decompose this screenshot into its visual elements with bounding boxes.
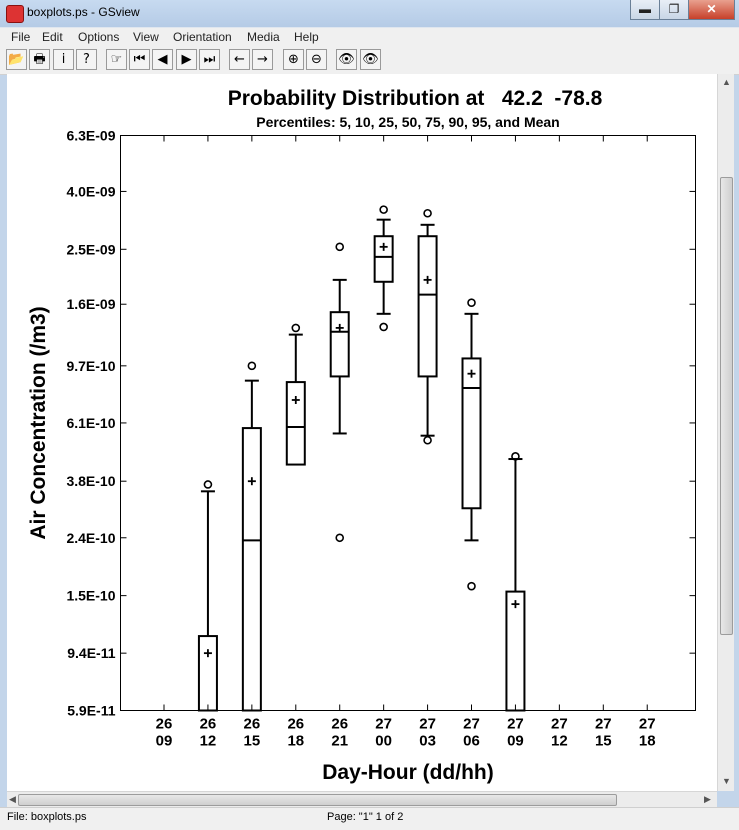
p95-marker xyxy=(336,243,343,250)
goto-page-icon[interactable]: ☞ xyxy=(106,49,127,70)
y-tick-label: 6.3E-09 xyxy=(66,127,116,144)
menu-file[interactable]: File xyxy=(11,30,31,44)
x-tick-label-day: 27 xyxy=(375,715,392,733)
p95-marker xyxy=(424,210,431,217)
box-iqr xyxy=(463,358,481,508)
y-tick-label: 3.8E-10 xyxy=(66,473,116,490)
forward-icon[interactable]: → xyxy=(252,49,273,70)
p5-marker xyxy=(468,583,475,590)
p95-marker xyxy=(204,481,211,488)
box-iqr xyxy=(331,312,349,376)
x-tick-label-day: 27 xyxy=(507,715,524,733)
x-tick-label-day: 27 xyxy=(638,715,656,733)
y-tick-label: 4.0E-09 xyxy=(66,183,116,200)
x-tick-label-hour: 15 xyxy=(594,732,612,750)
box-iqr xyxy=(419,236,437,376)
zoom-out-icon[interactable]: ⊖ xyxy=(306,49,327,70)
x-tick-label-hour: 03 xyxy=(419,732,436,750)
p5-marker xyxy=(380,323,387,330)
scroll-right-icon[interactable]: ▶ xyxy=(704,794,711,804)
next-page-icon[interactable]: ▶ xyxy=(176,49,197,70)
menu-view[interactable]: View xyxy=(133,30,159,44)
box-iqr xyxy=(243,428,261,710)
box-27-03 xyxy=(419,210,437,444)
y-tick-label: 5.9E-11 xyxy=(67,702,116,719)
y-tick-label: 1.6E-09 xyxy=(66,296,116,313)
menu-orientation[interactable]: Orientation xyxy=(173,30,232,44)
x-tick-label-day: 26 xyxy=(155,715,173,733)
menu-bar xyxy=(0,27,739,48)
menu-options[interactable]: Options xyxy=(78,30,120,44)
horizontal-scrollbar[interactable] xyxy=(7,791,717,808)
chart-subtitle: Percentiles: 5, 10, 25, 50, 75, 90, 95, and Mean xyxy=(256,114,560,130)
p95-marker xyxy=(380,206,387,213)
x-tick-label-day: 26 xyxy=(243,715,261,733)
x-axis-label: Day-Hour (dd/hh) xyxy=(322,761,494,784)
p95-marker xyxy=(468,299,475,306)
box-26-15 xyxy=(243,362,261,710)
x-tick-label-day: 26 xyxy=(331,715,349,733)
box-27-09 xyxy=(506,453,524,711)
menu-media[interactable]: Media xyxy=(247,30,280,44)
box-26-12 xyxy=(199,481,217,711)
info-icon[interactable]: i xyxy=(53,49,74,70)
x-tick-label-hour: 09 xyxy=(507,732,524,750)
title-bar[interactable] xyxy=(0,0,739,27)
plot-frame xyxy=(121,136,696,711)
x-tick-label-day: 27 xyxy=(594,715,612,733)
x-tick-label-hour: 21 xyxy=(331,732,349,750)
box-series xyxy=(199,206,525,710)
x-tick-label-hour: 15 xyxy=(243,732,261,750)
prev-page-icon[interactable]: ◀ xyxy=(152,49,173,70)
document-view[interactable] xyxy=(7,74,717,791)
x-tick-label-hour: 09 xyxy=(155,732,173,750)
box-iqr xyxy=(287,382,305,464)
window-title: boxplots.ps - GSview xyxy=(27,5,140,19)
x-tick-label-hour: 00 xyxy=(375,732,392,750)
x-tick-label-hour: 18 xyxy=(287,732,305,750)
x-tick-label-day: 26 xyxy=(287,715,305,733)
first-page-icon[interactable]: ⏮ xyxy=(129,49,150,70)
p95-marker xyxy=(292,324,299,331)
zoom-in-icon[interactable]: ⊕ xyxy=(283,49,304,70)
toolbar xyxy=(0,47,739,75)
box-26-21 xyxy=(331,243,349,541)
boxplot-chart xyxy=(7,74,717,791)
p95-marker xyxy=(248,362,255,369)
y-axis-label: Air Concentration (/m3) xyxy=(27,306,50,540)
vertical-scrollbar[interactable] xyxy=(717,74,734,791)
y-tick-label: 6.1E-10 xyxy=(66,414,116,431)
open-icon[interactable]: 📂 xyxy=(6,49,27,70)
y-tick-label: 9.7E-10 xyxy=(66,357,116,374)
box-26-18 xyxy=(287,324,305,464)
scroll-down-icon[interactable]: ▼ xyxy=(722,776,731,786)
box-27-06 xyxy=(463,299,481,589)
y-tick-label: 9.4E-11 xyxy=(67,645,116,662)
y-tick-label: 1.5E-10 xyxy=(66,587,116,604)
minimize-button[interactable]: ▬ xyxy=(630,0,660,20)
x-tick-label-day: 27 xyxy=(419,715,436,733)
y-tick-label: 2.4E-10 xyxy=(66,529,116,546)
x-tick-label-day: 26 xyxy=(199,715,217,733)
box-27-00 xyxy=(375,206,393,330)
vertical-scroll-thumb[interactable] xyxy=(720,177,733,635)
scroll-up-icon[interactable]: ▲ xyxy=(722,77,731,87)
status-file: File: boxplots.ps xyxy=(7,811,87,823)
find-icon[interactable]: 👁 xyxy=(336,49,357,70)
status-bar xyxy=(0,807,739,830)
last-page-icon[interactable]: ⏭ xyxy=(199,49,220,70)
status-page: Page: "1" 1 of 2 xyxy=(327,811,404,823)
help-icon[interactable]: ? xyxy=(76,49,97,70)
x-tick-label-hour: 06 xyxy=(463,732,480,750)
x-tick-label-hour: 12 xyxy=(551,732,568,750)
y-tick-label: 2.5E-09 xyxy=(66,241,116,258)
chart-title: Probability Distribution at 42.2 -78.8 xyxy=(227,87,603,110)
horizontal-scroll-thumb[interactable] xyxy=(18,794,617,806)
box-iqr xyxy=(199,636,217,710)
print-icon[interactable]: 🖶 xyxy=(29,49,50,70)
find-next-icon[interactable]: 👁 xyxy=(360,49,381,70)
maximize-button[interactable]: ❐ xyxy=(659,0,689,20)
x-tick-label-hour: 18 xyxy=(638,732,656,750)
x-axis xyxy=(156,136,656,750)
box-iqr xyxy=(506,592,524,711)
x-tick-label-day: 27 xyxy=(551,715,568,733)
close-button[interactable]: ✕ xyxy=(688,0,735,20)
p5-marker xyxy=(336,534,343,541)
x-tick-label-hour: 12 xyxy=(199,732,217,750)
y-axis xyxy=(66,128,695,719)
back-icon[interactable]: ← xyxy=(229,49,250,70)
menu-edit[interactable]: Edit xyxy=(42,30,63,44)
gsview-app-icon xyxy=(6,5,24,23)
x-tick-label-day: 27 xyxy=(463,715,480,733)
scroll-left-icon[interactable]: ◀ xyxy=(9,794,16,804)
menu-help[interactable]: Help xyxy=(294,30,319,44)
p5-marker xyxy=(424,437,431,444)
